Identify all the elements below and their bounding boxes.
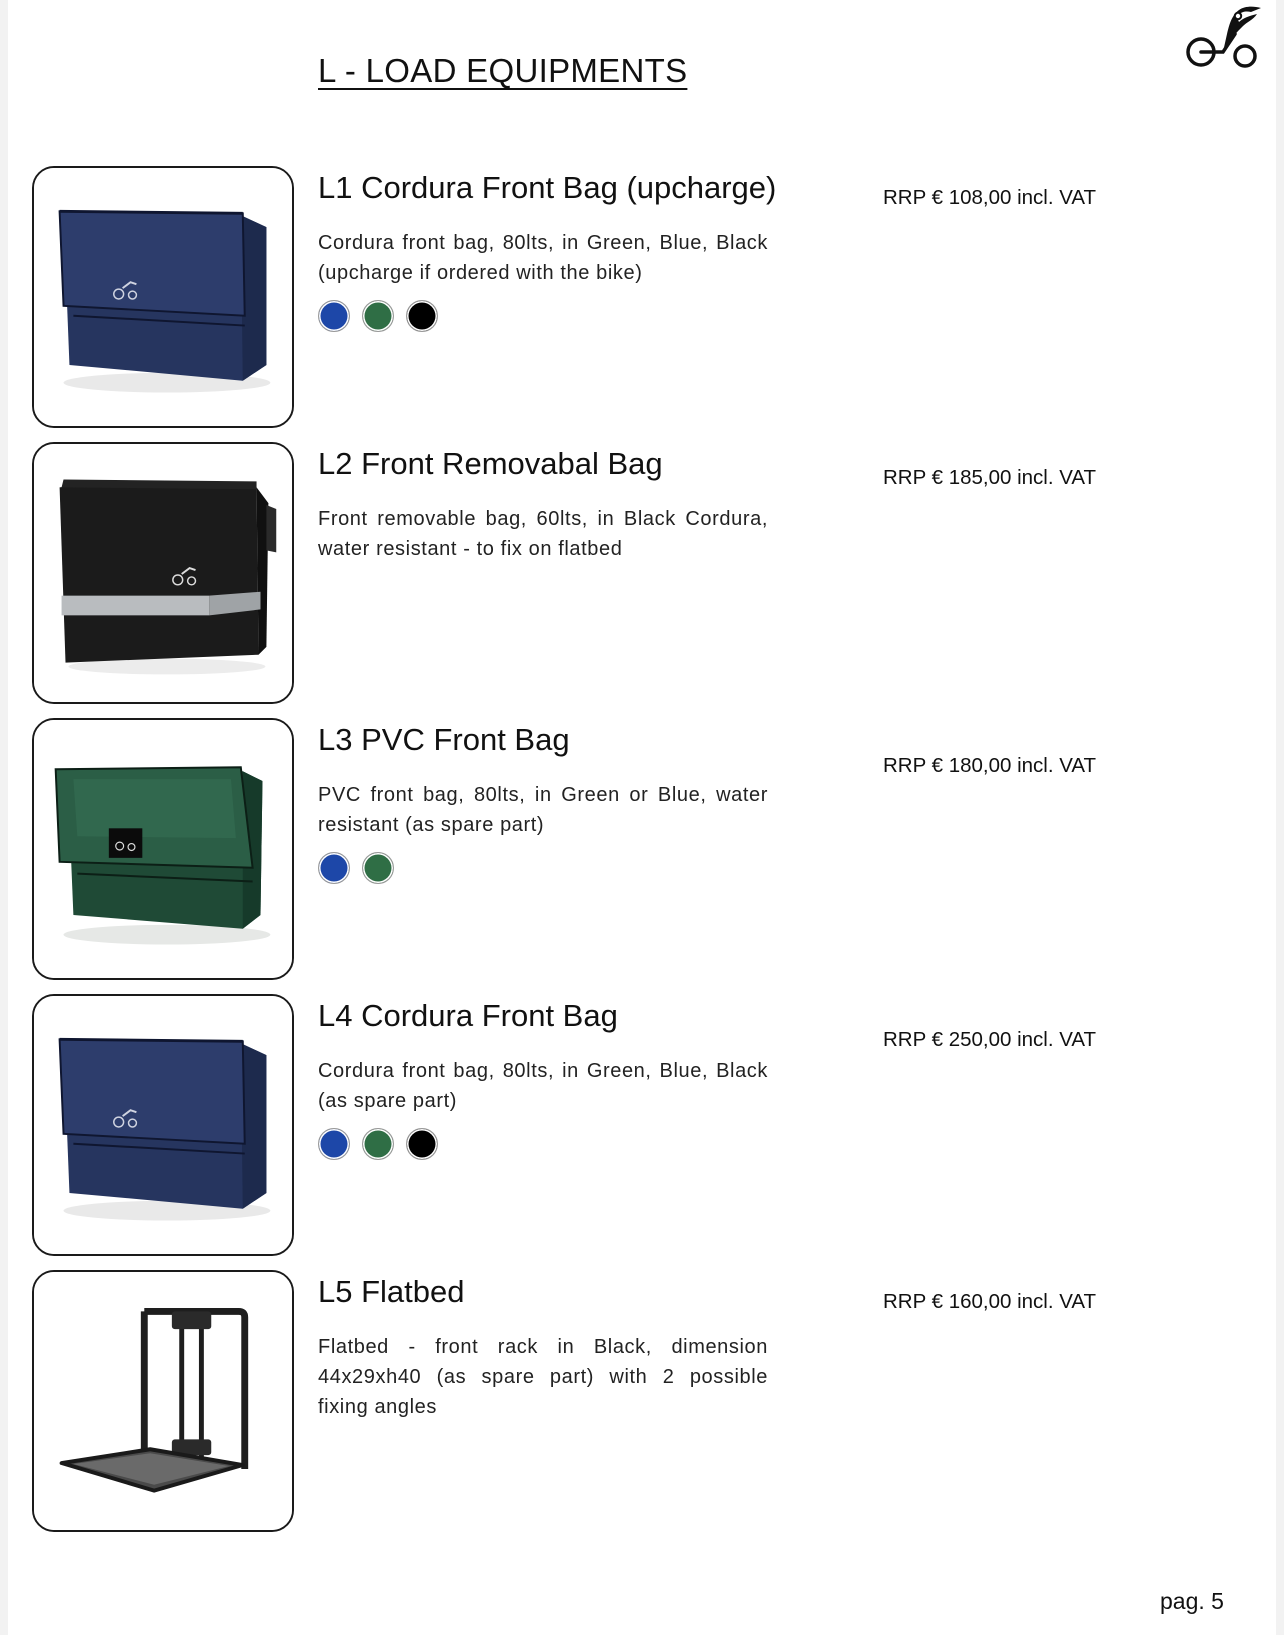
product-item-l3: [8, 718, 1276, 988]
color-swatch-blue[interactable]: [318, 1128, 350, 1160]
color-swatch-black[interactable]: [406, 300, 438, 332]
product-name: L4 Cordura Front Bag: [318, 998, 618, 1033]
product-price: RRP € 180,00 incl. VAT: [883, 754, 1097, 777]
color-swatches: [318, 300, 450, 336]
product-image-l5: [32, 1270, 294, 1532]
product-price: RRP € 108,00 incl. VAT: [883, 186, 1097, 209]
product-description: Flatbed - front rack in Black, dimension 44x29xh40 (as spare part) with 2 possible fixing angles: [318, 1336, 768, 1418]
page-number: pag. 5: [1160, 1588, 1224, 1614]
product-price: RRP € 185,00 incl. VAT: [883, 466, 1097, 489]
product-description: PVC front bag, 80lts, in Green or Blue, water resistant (as spare part): [318, 784, 768, 836]
color-swatch-blue[interactable]: [318, 852, 350, 884]
catalog-page: [8, 0, 1276, 1635]
section-title: L - LOAD EQUIPMENTS: [318, 52, 688, 89]
product-item-l1: [8, 166, 1276, 436]
color-swatch-green[interactable]: [362, 300, 394, 332]
product-image-l1: [32, 166, 294, 428]
product-description: Cordura front bag, 80lts, in Green, Blue, Black (upcharge if ordered with the bike): [318, 232, 768, 284]
product-name: L5 Flatbed: [318, 1274, 465, 1309]
product-item-l5: [8, 1270, 1276, 1540]
product-name: L2 Front Removabal Bag: [318, 446, 663, 481]
navy-cordura-bag-image: [34, 168, 292, 426]
color-swatch-blue[interactable]: [318, 300, 350, 332]
navy-cordura-bag-image: [34, 996, 292, 1254]
green-pvc-bag-image: [34, 720, 292, 978]
product-image-l3: [32, 718, 294, 980]
color-swatch-black[interactable]: [406, 1128, 438, 1160]
product-image-l4: [32, 994, 294, 1256]
product-description: Cordura front bag, 80lts, in Green, Blue, Black (as spare part): [318, 1060, 768, 1112]
color-swatch-green[interactable]: [362, 852, 394, 884]
black-flatbed-rack-image: [34, 1272, 292, 1530]
product-price: RRP € 160,00 incl. VAT: [883, 1290, 1097, 1313]
color-swatches: [318, 1128, 450, 1164]
color-swatches: [318, 852, 406, 888]
black-removable-bag-image: [34, 444, 292, 702]
color-swatch-green[interactable]: [362, 1128, 394, 1160]
product-name: L1 Cordura Front Bag (upcharge): [318, 170, 777, 205]
product-item-l4: [8, 994, 1276, 1264]
product-image-l2: [32, 442, 294, 704]
product-description: Front removable bag, 60lts, in Black Cordura, water resistant - to fix on flatbed: [318, 508, 768, 560]
product-price: RRP € 250,00 incl. VAT: [883, 1028, 1097, 1051]
bird-bicycle-logo-icon: [1183, 4, 1265, 74]
product-name: L3 PVC Front Bag: [318, 722, 570, 757]
product-item-l2: [8, 442, 1276, 712]
